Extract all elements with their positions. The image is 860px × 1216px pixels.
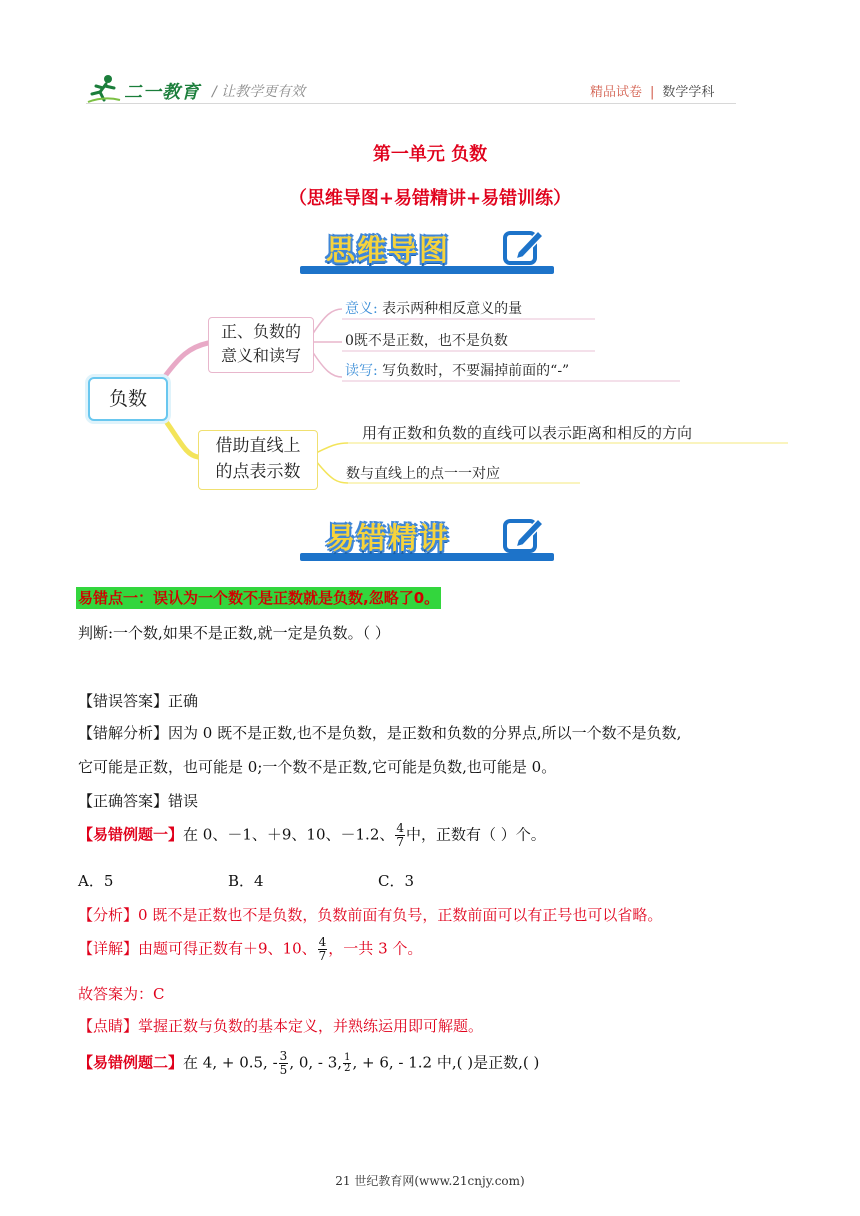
wrong-answer-label: 【错误答案】: [78, 692, 169, 710]
header-subject-label: 数学学科: [662, 85, 715, 100]
example-one: [78, 822, 546, 849]
leaf-zero: [345, 330, 508, 350]
explain-banner-title: 易错精讲: [326, 521, 451, 555]
leaf-numberline-direction: 用有正数和负数的直线可以表示距离和相反的方向: [362, 424, 693, 442]
final-answer: 故答案为：C: [78, 985, 165, 1003]
leaf-meaning: [345, 298, 522, 318]
fenxi-label: 【分析】: [78, 906, 139, 924]
example-two-label: 【易错例题二】: [78, 1053, 184, 1072]
wrong-answer-value: 正确: [168, 692, 199, 710]
mind-map-branch-meaning: [208, 317, 314, 373]
error-point-text: 易错点一：误认为一个数不是正数就是负数,忽略了0。: [78, 589, 440, 607]
leaf-read-write-keyword: 读写:: [345, 363, 378, 379]
fraction-denominator: 7: [318, 949, 327, 963]
header-subject: [590, 81, 714, 100]
fraction-denominator: 2: [344, 1063, 351, 1074]
fraction-numerator: 4: [396, 821, 404, 835]
fraction-one-half: [343, 1053, 351, 1074]
fraction-denominator: 7: [396, 835, 404, 849]
mind-map: [80, 285, 800, 495]
header-divider: [86, 103, 736, 104]
option-c: C．3: [378, 872, 415, 890]
error-point-heading: [76, 587, 441, 608]
wrong-answer: [78, 690, 198, 711]
mindmap-banner-title: 思维导图: [326, 233, 451, 267]
fraction-numerator: 1: [344, 1052, 351, 1063]
option-b: B．4: [228, 872, 264, 890]
header-tag: 精品试卷: [590, 85, 643, 100]
fenxi-text: 0 既不是正数也不是负数，负数前面有负号，正数前面可以有正号也可以省略。: [138, 906, 663, 924]
example-one-pre: 在 0、－1、＋9、10、－1.2、: [183, 825, 395, 844]
xiangjie-post: ，一共 3 个。: [328, 939, 423, 958]
header-separator: |: [650, 85, 655, 100]
dianjing-label: 【点睛】: [78, 1017, 139, 1035]
analysis-line2: 它可能是正数，也可能是 0;一个数不是正数,它可能是负数,也可能是 0。: [78, 758, 557, 776]
dianjing-text: 掌握正数与负数的基本定义，并熟练运用即可解题。: [138, 1017, 484, 1035]
brand-slogan: / 让教学更有效: [212, 84, 306, 100]
branch-numberline-line2: 的点表示数: [215, 462, 301, 482]
leaf-meaning-text: 表示两种相反意义的量: [377, 301, 523, 317]
example-two-part-b: , 0, - 3,: [289, 1053, 343, 1072]
key-point: [78, 1015, 483, 1036]
mind-map-root: 负数: [88, 377, 168, 421]
edit-icon: [502, 226, 546, 266]
leaf-read-write: [345, 360, 569, 380]
example-two-part-c: , + 6, - 1.2 中,( )是正数,( ): [352, 1053, 540, 1072]
example-one-label: 【易错例题一】: [78, 825, 184, 844]
judge-question: 判断:一个数,如果不是正数,就一定是负数。（ ）: [78, 624, 390, 642]
fraction-three-fifths: [279, 1050, 289, 1077]
correct-answer-value: 错误: [168, 792, 199, 810]
brand-name: 二一教育: [124, 82, 200, 103]
example-one-post: 中，正数有（ ）个。: [406, 825, 546, 844]
runner-logo-icon: [86, 74, 122, 104]
edit-icon: [502, 514, 546, 554]
leaf-read-write-text: 写负数时，不要漏掉前面的“-”: [377, 363, 570, 379]
correct-answer-label: 【正确答案】: [78, 792, 169, 810]
mind-map-branch-numberline: [198, 430, 318, 490]
leaf-point-correspondence: 数与直线上的点一一对应: [346, 466, 500, 482]
analysis-text-1: 因为 0 既不是正数,也不是负数，是正数和负数的分界点,所以一个数不是负数,: [168, 724, 682, 742]
leaf-zero-text: 0既不是正数，也不是负数: [345, 333, 508, 349]
detailed-solution: [78, 936, 422, 963]
example-two: [78, 1050, 539, 1077]
leaf-meaning-keyword: 意义:: [345, 301, 378, 317]
fraction-four-sevenths: [318, 936, 328, 963]
branch-meaning-line1: 正、负数的: [220, 322, 301, 341]
branch-meaning-line2: 意义和读写: [220, 346, 301, 365]
branch-numberline-line1: 借助直线上: [215, 436, 301, 456]
fraction-numerator: 3: [279, 1049, 288, 1063]
analysis-line1: [78, 722, 681, 743]
unit-subtitle: （思维导图+易错精讲+易错训练）: [288, 188, 572, 209]
page-footer: 21 世纪教育网(www.21cnjy.com): [335, 1174, 525, 1188]
option-a: A．5: [78, 872, 114, 890]
analysis-label: 【错解分析】: [78, 724, 169, 742]
fraction-four-sevenths: [395, 822, 405, 849]
analysis-example-one: [78, 904, 662, 925]
xiangjie-label: 【详解】: [78, 939, 139, 958]
fraction-denominator: 5: [279, 1063, 288, 1077]
unit-title: 第一单元 负数: [372, 144, 488, 165]
example-two-part-a: 在 4, + 0.5, -: [183, 1053, 278, 1072]
xiangjie-pre: 由题可得正数有＋9、10、: [138, 939, 317, 958]
correct-answer: [78, 790, 198, 811]
fraction-numerator: 4: [318, 935, 327, 949]
